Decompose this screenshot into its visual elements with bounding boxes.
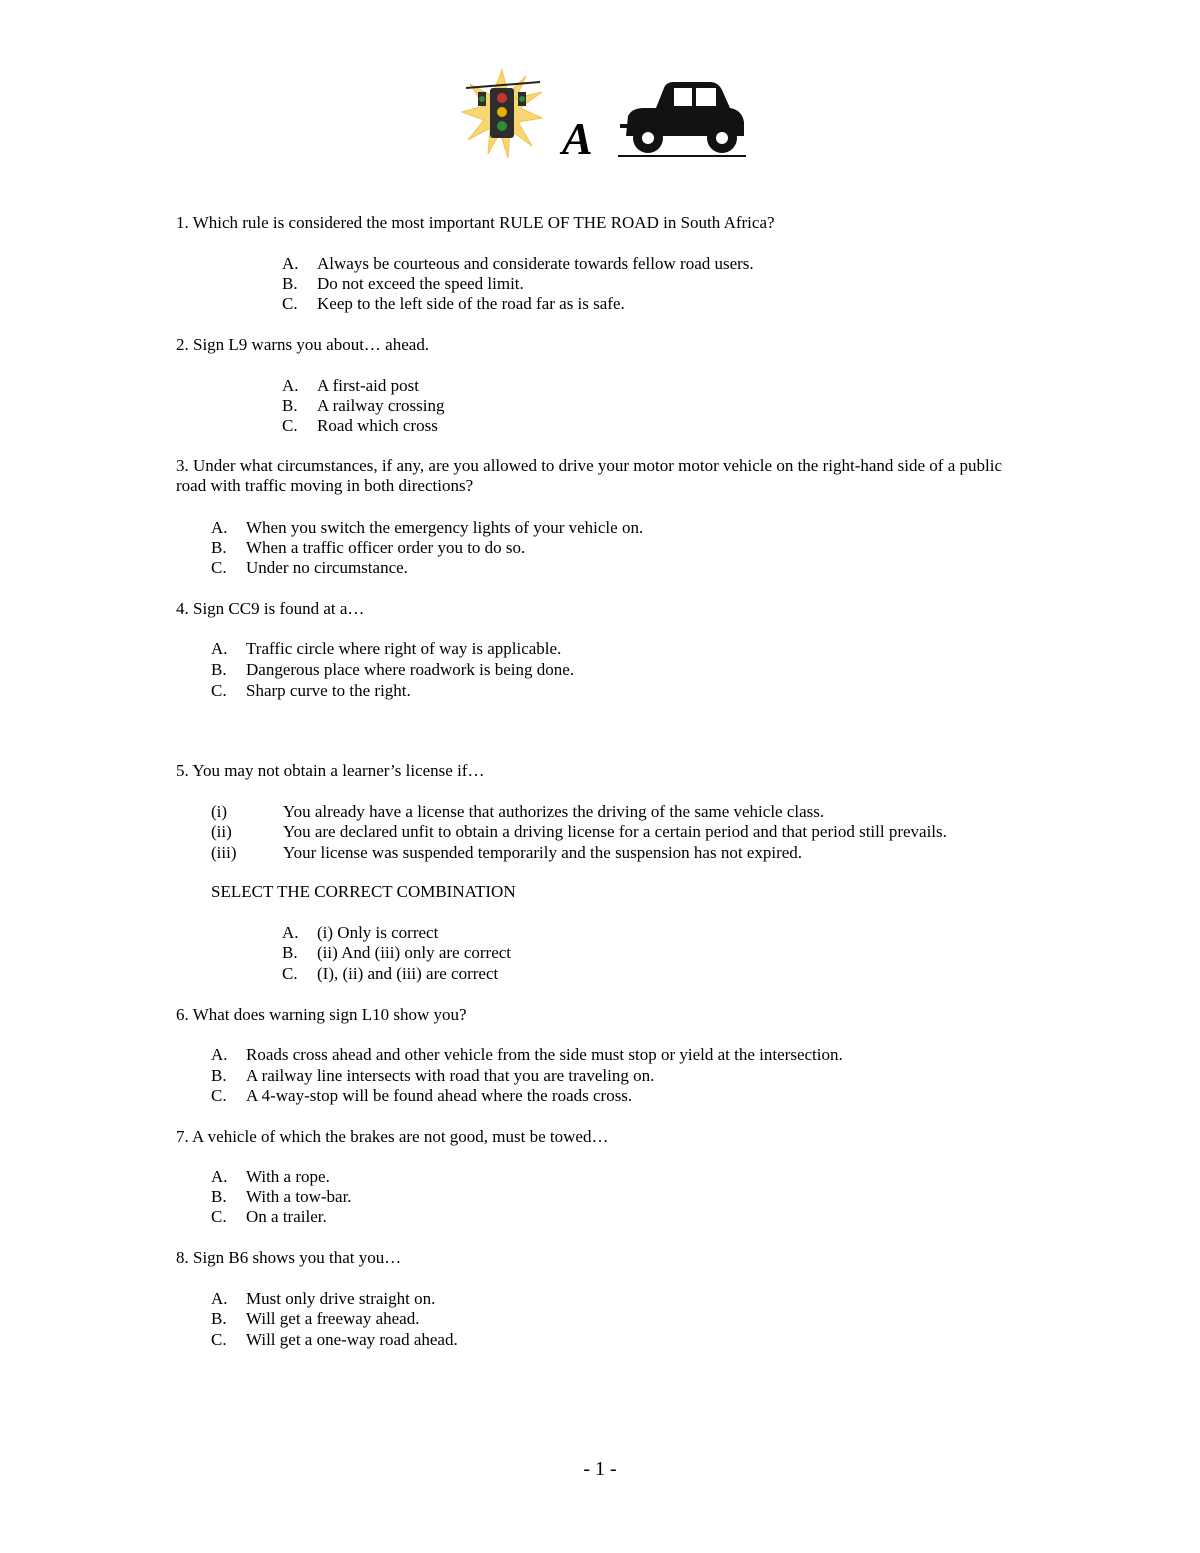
document-page: A 1. Which rule is considered the most important RULE OF THE ROAD in South Africa? A. Always be courteous and considerate towards fellow road users. B. Do not exceed the speed limit. C. Keep to the left side of the road far as is safe. 2. Sign L9 warns you about… ahead. A. A first-aid post B. A railway crossing C. Road which cross 3. Under what circumstances, if any, are you allowed to drive your motor motor vehicle on the right-hand side of a public road with traffic moving in both directions? A. When you switch the emergency lights of your vehicle on. B. When a traffic officer order you to do so. C. Under no circumstance. 4. Sign CC9 is found at a… A. Traffic circle where right of way is applicable. B. Dangerous place where roadwork is being done. C. Sharp curve to the right. 5. You may not obtain a learner’s license if… (i) You already have a license that authorizes the driving of the same vehicle class. (ii) You are declared unfit to obtain a driving license for a certain period and that period still prevails. (iii) Your license was suspended temporarily and the suspension has not expired. SELECT THE CORRECT COMBINATION A. (i) Only is correct B. (ii) And (iii) only are correct C. (I), (ii) and (iii) are correct 6. What does warning sign L10 show you? A. Roads cross ahead and other vehicle from the side must stop or yield at the intersection. B. A railway line intersects with road that you are traveling on. C. A 4-way-stop will be found ahead where the roads cross. 7. A vehicle of which the brakes are not good, must be towed… A. With a rope. B. With a tow-bar. C. On a trailer. 8. Sign B6 shows you that you… A. Must only drive straight on. B. Will get a freeway ahead. C. Will get a one-way road ahead. - 1 - xyxy=(0,0,1200,1553)
question-6: 6. What does warning sign L10 show you? xyxy=(176,1005,467,1024)
question-2: 2. Sign L9 warns you about… ahead. xyxy=(176,335,430,354)
question-3: 3. Under what circumstances, if any, are you allowed to drive your motor motor vehicle on the right-hand side of a public road with traffic moving in both directions? xyxy=(176,456,1002,495)
question-5: 5. You may not obtain a learner’s license if… xyxy=(176,761,485,780)
question-4: 4. Sign CC9 is found at a… xyxy=(176,599,365,618)
traffic-light-icon xyxy=(460,68,544,160)
header-illustration xyxy=(460,68,760,168)
vintage-car-icon xyxy=(618,78,748,158)
question-5-instruction: SELECT THE CORRECT COMBINATION xyxy=(211,882,516,901)
question-1: 1. Which rule is considered the most important RULE OF THE ROAD in South Africa? xyxy=(176,213,775,232)
question-8: 8. Sign B6 shows you that you… xyxy=(176,1248,402,1267)
question-7: 7. A vehicle of which the brakes are not good, must be towed… xyxy=(176,1127,609,1146)
header-letter: A xyxy=(562,113,593,164)
page-number: - 1 - xyxy=(583,1458,617,1480)
